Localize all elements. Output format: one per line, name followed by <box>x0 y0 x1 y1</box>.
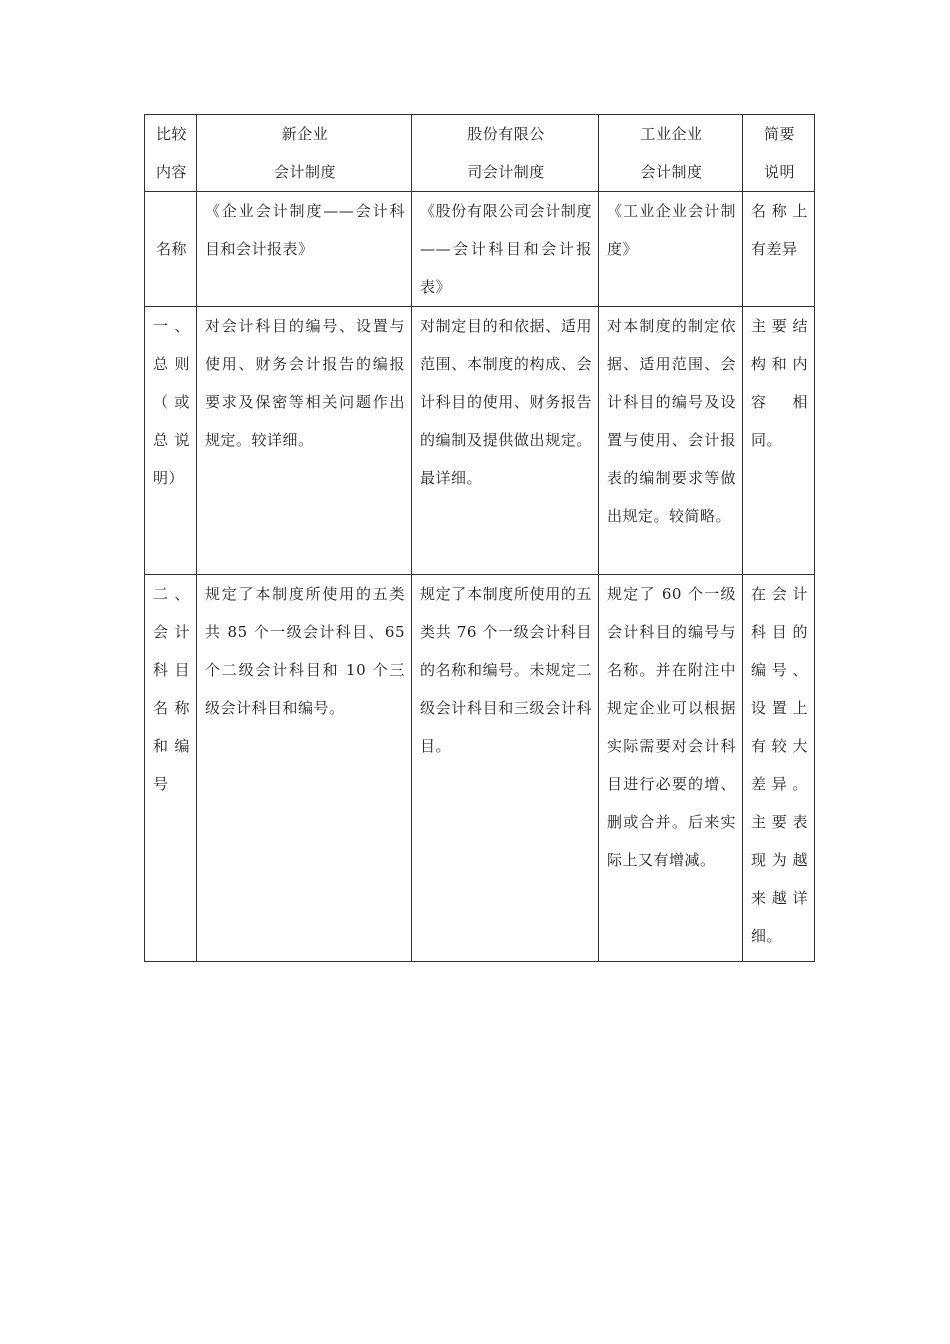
cell-joint-stock: 规定了本制度所使用的五类共 76 个一级会计科目的名称和编号。未规定二级会计科目和三级会计科目。 <box>412 575 599 962</box>
cell-joint-stock: 对制定目的和依据、适用范围、本制度的构成、会计科目的使用、财务报告的编制及提供做出规定。最详细。 <box>412 307 599 575</box>
row-label: 二、会计科目名称和编号 <box>145 575 197 962</box>
row-label: 名称 <box>145 192 197 307</box>
cell-industrial: 规定了 60 个一级会计科目的编号与名称。并在附注中规定企业可以根据实际需要对会计科目进行必要的增、删或合并。后来实际上又有增减。 <box>599 575 743 962</box>
table-row <box>145 192 815 307</box>
header-joint-stock: 股份有限公 司会计制度 <box>412 115 599 192</box>
row-label: 一、总则（或总说明） <box>145 307 197 575</box>
comparison-table <box>144 114 815 962</box>
header-compare-content: 比较 内容 <box>145 115 197 192</box>
cell-new-enterprise: 《企业会计制度——会计科目和会计报表》 <box>197 192 412 307</box>
header-new-enterprise: 新企业 会计制度 <box>197 115 412 192</box>
header-industrial: 工业企业 会计制度 <box>599 115 743 192</box>
table-row <box>145 575 815 962</box>
cell-joint-stock: 《股份有限公司会计制度——会计科目和会计报表》 <box>412 192 599 307</box>
cell-note: 主要结构和内容 相同。 <box>743 307 815 575</box>
table-row <box>145 307 815 575</box>
cell-industrial: 《工业企业会计制度》 <box>599 192 743 307</box>
cell-note: 名称上有差异 <box>743 192 815 307</box>
cell-new-enterprise: 对会计科目的编号、设置与使用、财务会计报告的编报要求及保密等相关问题作出规定。较详细。 <box>197 307 412 575</box>
cell-industrial: 对本制度的制定依据、适用范围、会计科目的编号及设置与使用、会计报表的编制要求等做出规定。较简略。 <box>599 307 743 575</box>
table-header-row <box>145 115 815 192</box>
header-brief-note: 简要 说明 <box>743 115 815 192</box>
cell-new-enterprise: 规定了本制度所使用的五类共 85 个一级会计科目、65 个二级会计科目和 10 个三级会计科目和编号。 <box>197 575 412 962</box>
cell-note: 在会计科目的编号、设置上有较大差异。主要表现为越来越详细。 <box>743 575 815 962</box>
